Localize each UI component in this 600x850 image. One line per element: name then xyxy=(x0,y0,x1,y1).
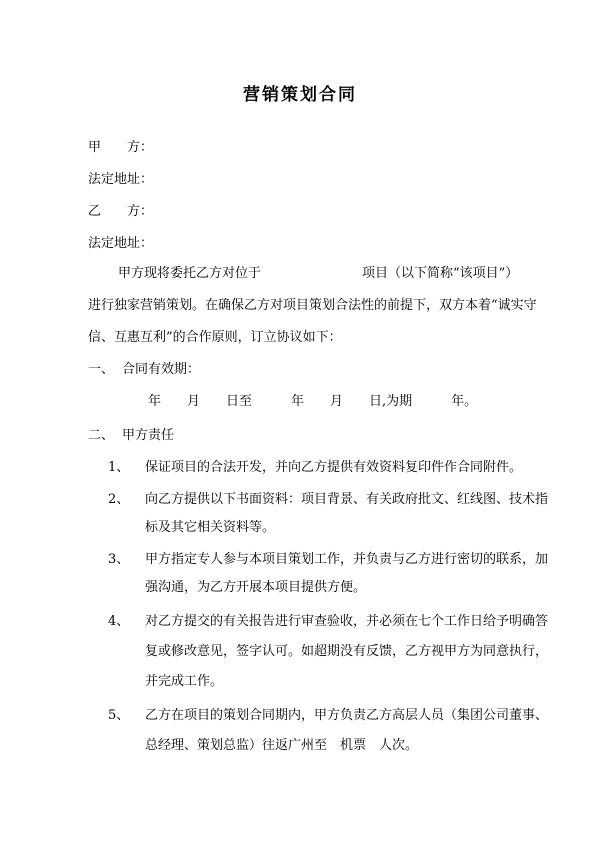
item-3-line-2: 强沟通，为乙方开展本项目提供方便。 xyxy=(145,580,367,595)
validity-date-line: 年 月 日至 年 月 日,为期 年。 xyxy=(148,394,478,409)
preamble-line3: 信、互惠互利”的合作原则，订立协议如下： xyxy=(88,330,342,345)
item-4-line-1: 对乙方提交的有关报告进行审查验收，并必须在七个工作日给予明确答 xyxy=(145,614,549,629)
section1-title: 合同有效期： xyxy=(122,362,201,377)
item-1-line-1: 保证项目的合法开发，并向乙方提供有效资料复印件作合同附件。 xyxy=(145,460,523,475)
section2-number: 二、 xyxy=(88,428,115,443)
item-1-number: 1、 xyxy=(108,460,130,475)
section2-title: 甲方责任 xyxy=(122,428,175,443)
party-b-label: 乙 方： xyxy=(88,204,154,219)
item-2-number: 2、 xyxy=(108,492,130,507)
item-5-line-1: 乙方在项目的策划合同期内，甲方负责乙方高层人员（集团公司董事、 xyxy=(145,708,549,723)
party-b-address-label: 法定地址： xyxy=(88,236,154,251)
preamble-line2: 进行独家营销策划。在确保乙方对项目策划合法性的前提下，双方本着“诚实守 xyxy=(88,298,537,313)
party-a-address-label: 法定地址： xyxy=(88,172,154,187)
item-3-number: 3、 xyxy=(108,552,130,567)
preamble-line1-start: 甲方现将委托乙方对位于 xyxy=(118,266,262,281)
item-5-number: 5、 xyxy=(108,708,130,723)
item-4-line-3: 并完成工作。 xyxy=(145,674,224,689)
item-2-line-1: 向乙方提供以下书面资料：项目背景、有关政府批文、红线图、技术指 xyxy=(145,492,549,507)
item-2-line-2: 标及其它相关资料等。 xyxy=(145,520,276,535)
item-5-line-2: 总经理、策划总监）往返广州至 机票 人次。 xyxy=(145,738,419,753)
section1-number: 一、 xyxy=(88,362,115,377)
party-a-label: 甲 方： xyxy=(88,140,154,155)
item-4-line-2: 复或修改意见，签字认可。如超期没有反馈，乙方视甲方为同意执行， xyxy=(145,644,549,659)
preamble-line1-end: 项目（以下简称“该项目”） xyxy=(362,266,519,281)
item-3-line-1: 甲方指定专人参与本项目策划工作，并负责与乙方进行密切的联系，加 xyxy=(145,552,549,567)
item-4-number: 4、 xyxy=(108,614,130,629)
document-title: 营销策划合同 xyxy=(243,85,357,105)
